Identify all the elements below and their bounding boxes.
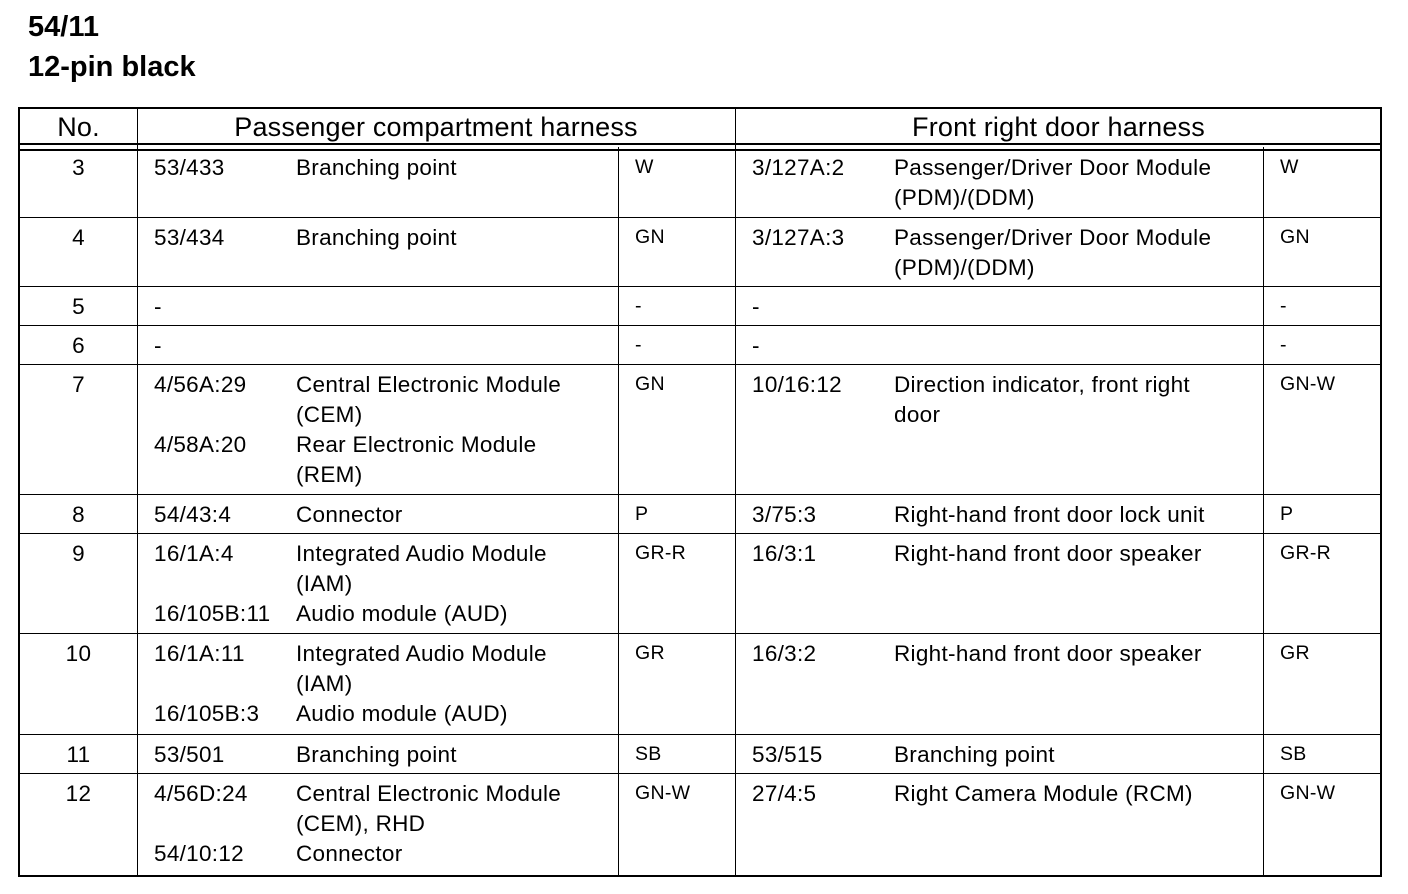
row-separator bbox=[20, 217, 1380, 218]
door-harness-code: 27/4:5 bbox=[752, 781, 817, 806]
door-harness-code: 10/16:12 bbox=[752, 372, 842, 397]
header-separator bbox=[20, 149, 1380, 151]
passenger-harness-wire-color: P bbox=[635, 503, 649, 525]
pin-number: 8 bbox=[72, 502, 85, 527]
passenger-harness-wire-color: GN bbox=[635, 226, 665, 248]
pin-number: 6 bbox=[72, 333, 85, 358]
passenger-harness-wire-color: GR bbox=[635, 642, 665, 664]
passenger-harness-description: Integrated Audio Module bbox=[296, 641, 547, 666]
passenger-harness-wire-color: - bbox=[635, 295, 642, 317]
door-harness-wire-color: W bbox=[1280, 156, 1299, 178]
row-separator bbox=[20, 633, 1380, 634]
door-harness-code: 16/3:2 bbox=[752, 641, 817, 666]
pin-number: 11 bbox=[66, 742, 91, 767]
door-harness-description: Passenger/Driver Door Module bbox=[894, 155, 1212, 180]
passenger-harness-description: Rear Electronic Module bbox=[296, 432, 537, 457]
passenger-harness-code: 4/56D:24 bbox=[154, 781, 248, 806]
pin-number: 3 bbox=[72, 155, 85, 180]
door-harness-description: Passenger/Driver Door Module bbox=[894, 225, 1212, 250]
passenger-harness-code: 16/1A:4 bbox=[154, 541, 234, 566]
passenger-harness-description: (REM) bbox=[296, 462, 363, 487]
passenger-harness-description: (CEM), RHD bbox=[296, 811, 426, 836]
passenger-harness-code: 4/58A:20 bbox=[154, 432, 247, 457]
passenger-harness-code: 53/501 bbox=[154, 742, 225, 767]
passenger-harness-description: Branching point bbox=[296, 742, 457, 767]
passenger-harness-code: 53/434 bbox=[154, 225, 225, 250]
row-separator bbox=[20, 494, 1380, 495]
connector-id: 54/11 bbox=[28, 11, 99, 43]
row-separator bbox=[20, 325, 1380, 326]
door-harness-description: Right-hand front door speaker bbox=[894, 541, 1202, 566]
passenger-harness-wire-color: GR-R bbox=[635, 542, 687, 564]
pin-number: 5 bbox=[72, 294, 85, 319]
door-harness-description: Direction indicator, front right bbox=[894, 372, 1190, 397]
passenger-harness-description: (CEM) bbox=[296, 402, 363, 427]
passenger-harness-description: (IAM) bbox=[296, 571, 353, 596]
door-harness-description: Branching point bbox=[894, 742, 1055, 767]
door-harness-code: 53/515 bbox=[752, 742, 823, 767]
row-separator bbox=[20, 773, 1380, 774]
door-harness-description: Right-hand front door lock unit bbox=[894, 502, 1205, 527]
passenger-harness-description: (IAM) bbox=[296, 671, 353, 696]
row-separator bbox=[20, 286, 1380, 287]
passenger-harness-code: 53/433 bbox=[154, 155, 225, 180]
connector-description: 12-pin black bbox=[28, 51, 196, 83]
passenger-harness-code: 54/43:4 bbox=[154, 502, 232, 527]
passenger-harness-description: Audio module (AUD) bbox=[296, 701, 508, 726]
row-separator bbox=[20, 364, 1380, 365]
passenger-harness-description: Connector bbox=[296, 502, 403, 527]
door-harness-wire-color: SB bbox=[1280, 743, 1307, 765]
passenger-harness-wire-color: - bbox=[635, 334, 642, 356]
door-harness-description: (PDM)/(DDM) bbox=[894, 185, 1035, 210]
pin-number: 4 bbox=[72, 225, 85, 250]
door-harness-wire-color: GR bbox=[1280, 642, 1310, 664]
passenger-harness-wire-color: SB bbox=[635, 743, 662, 765]
pin-number: 10 bbox=[65, 641, 92, 666]
header-separator bbox=[20, 143, 1380, 145]
color-column-divider bbox=[618, 147, 619, 875]
passenger-harness-code: - bbox=[154, 294, 162, 319]
door-harness-code: 3/127A:3 bbox=[752, 225, 845, 250]
door-harness-code: - bbox=[752, 333, 760, 358]
column-divider bbox=[137, 109, 138, 875]
header-passenger-harness: Passenger compartment harness bbox=[234, 112, 638, 142]
passenger-harness-wire-color: GN-W bbox=[635, 782, 691, 804]
pin-table bbox=[18, 107, 1382, 877]
door-harness-code: - bbox=[752, 294, 760, 319]
door-harness-wire-color: P bbox=[1280, 503, 1294, 525]
door-harness-wire-color: GR-R bbox=[1280, 542, 1332, 564]
pin-number: 9 bbox=[72, 541, 85, 566]
door-harness-description: Right Camera Module (RCM) bbox=[894, 781, 1193, 806]
passenger-harness-description: Audio module (AUD) bbox=[296, 601, 508, 626]
passenger-harness-description: Central Electronic Module bbox=[296, 781, 562, 806]
door-harness-code: 16/3:1 bbox=[752, 541, 817, 566]
door-harness-wire-color: GN bbox=[1280, 226, 1310, 248]
color-column-divider bbox=[1263, 147, 1264, 875]
passenger-harness-description: Connector bbox=[296, 841, 403, 866]
passenger-harness-code: - bbox=[154, 333, 162, 358]
header-door-harness: Front right door harness bbox=[912, 112, 1205, 142]
passenger-harness-code: 16/105B:3 bbox=[154, 701, 260, 726]
door-harness-code: 3/75:3 bbox=[752, 502, 817, 527]
passenger-harness-code: 16/1A:11 bbox=[154, 641, 245, 666]
door-harness-wire-color: GN-W bbox=[1280, 782, 1336, 804]
door-harness-description: Right-hand front door speaker bbox=[894, 641, 1202, 666]
passenger-harness-description: Central Electronic Module bbox=[296, 372, 562, 397]
door-harness-wire-color: - bbox=[1280, 295, 1287, 317]
passenger-harness-code: 4/56A:29 bbox=[154, 372, 247, 397]
door-harness-description: (PDM)/(DDM) bbox=[894, 255, 1035, 280]
passenger-harness-wire-color: GN bbox=[635, 373, 665, 395]
passenger-harness-description: Branching point bbox=[296, 155, 457, 180]
passenger-harness-description: Integrated Audio Module bbox=[296, 541, 547, 566]
row-separator bbox=[20, 734, 1380, 735]
door-harness-code: 3/127A:2 bbox=[752, 155, 845, 180]
door-harness-wire-color: - bbox=[1280, 334, 1287, 356]
row-separator bbox=[20, 533, 1380, 534]
door-harness-wire-color: GN-W bbox=[1280, 373, 1336, 395]
passenger-harness-wire-color: W bbox=[635, 156, 654, 178]
passenger-harness-code: 16/105B:11 bbox=[154, 601, 271, 626]
column-divider bbox=[735, 109, 736, 875]
passenger-harness-description: Branching point bbox=[296, 225, 457, 250]
pin-number: 7 bbox=[72, 372, 85, 397]
pin-number: 12 bbox=[65, 781, 92, 806]
door-harness-description: door bbox=[894, 402, 941, 427]
passenger-harness-code: 54/10:12 bbox=[154, 841, 244, 866]
header-no: No. bbox=[57, 112, 100, 142]
